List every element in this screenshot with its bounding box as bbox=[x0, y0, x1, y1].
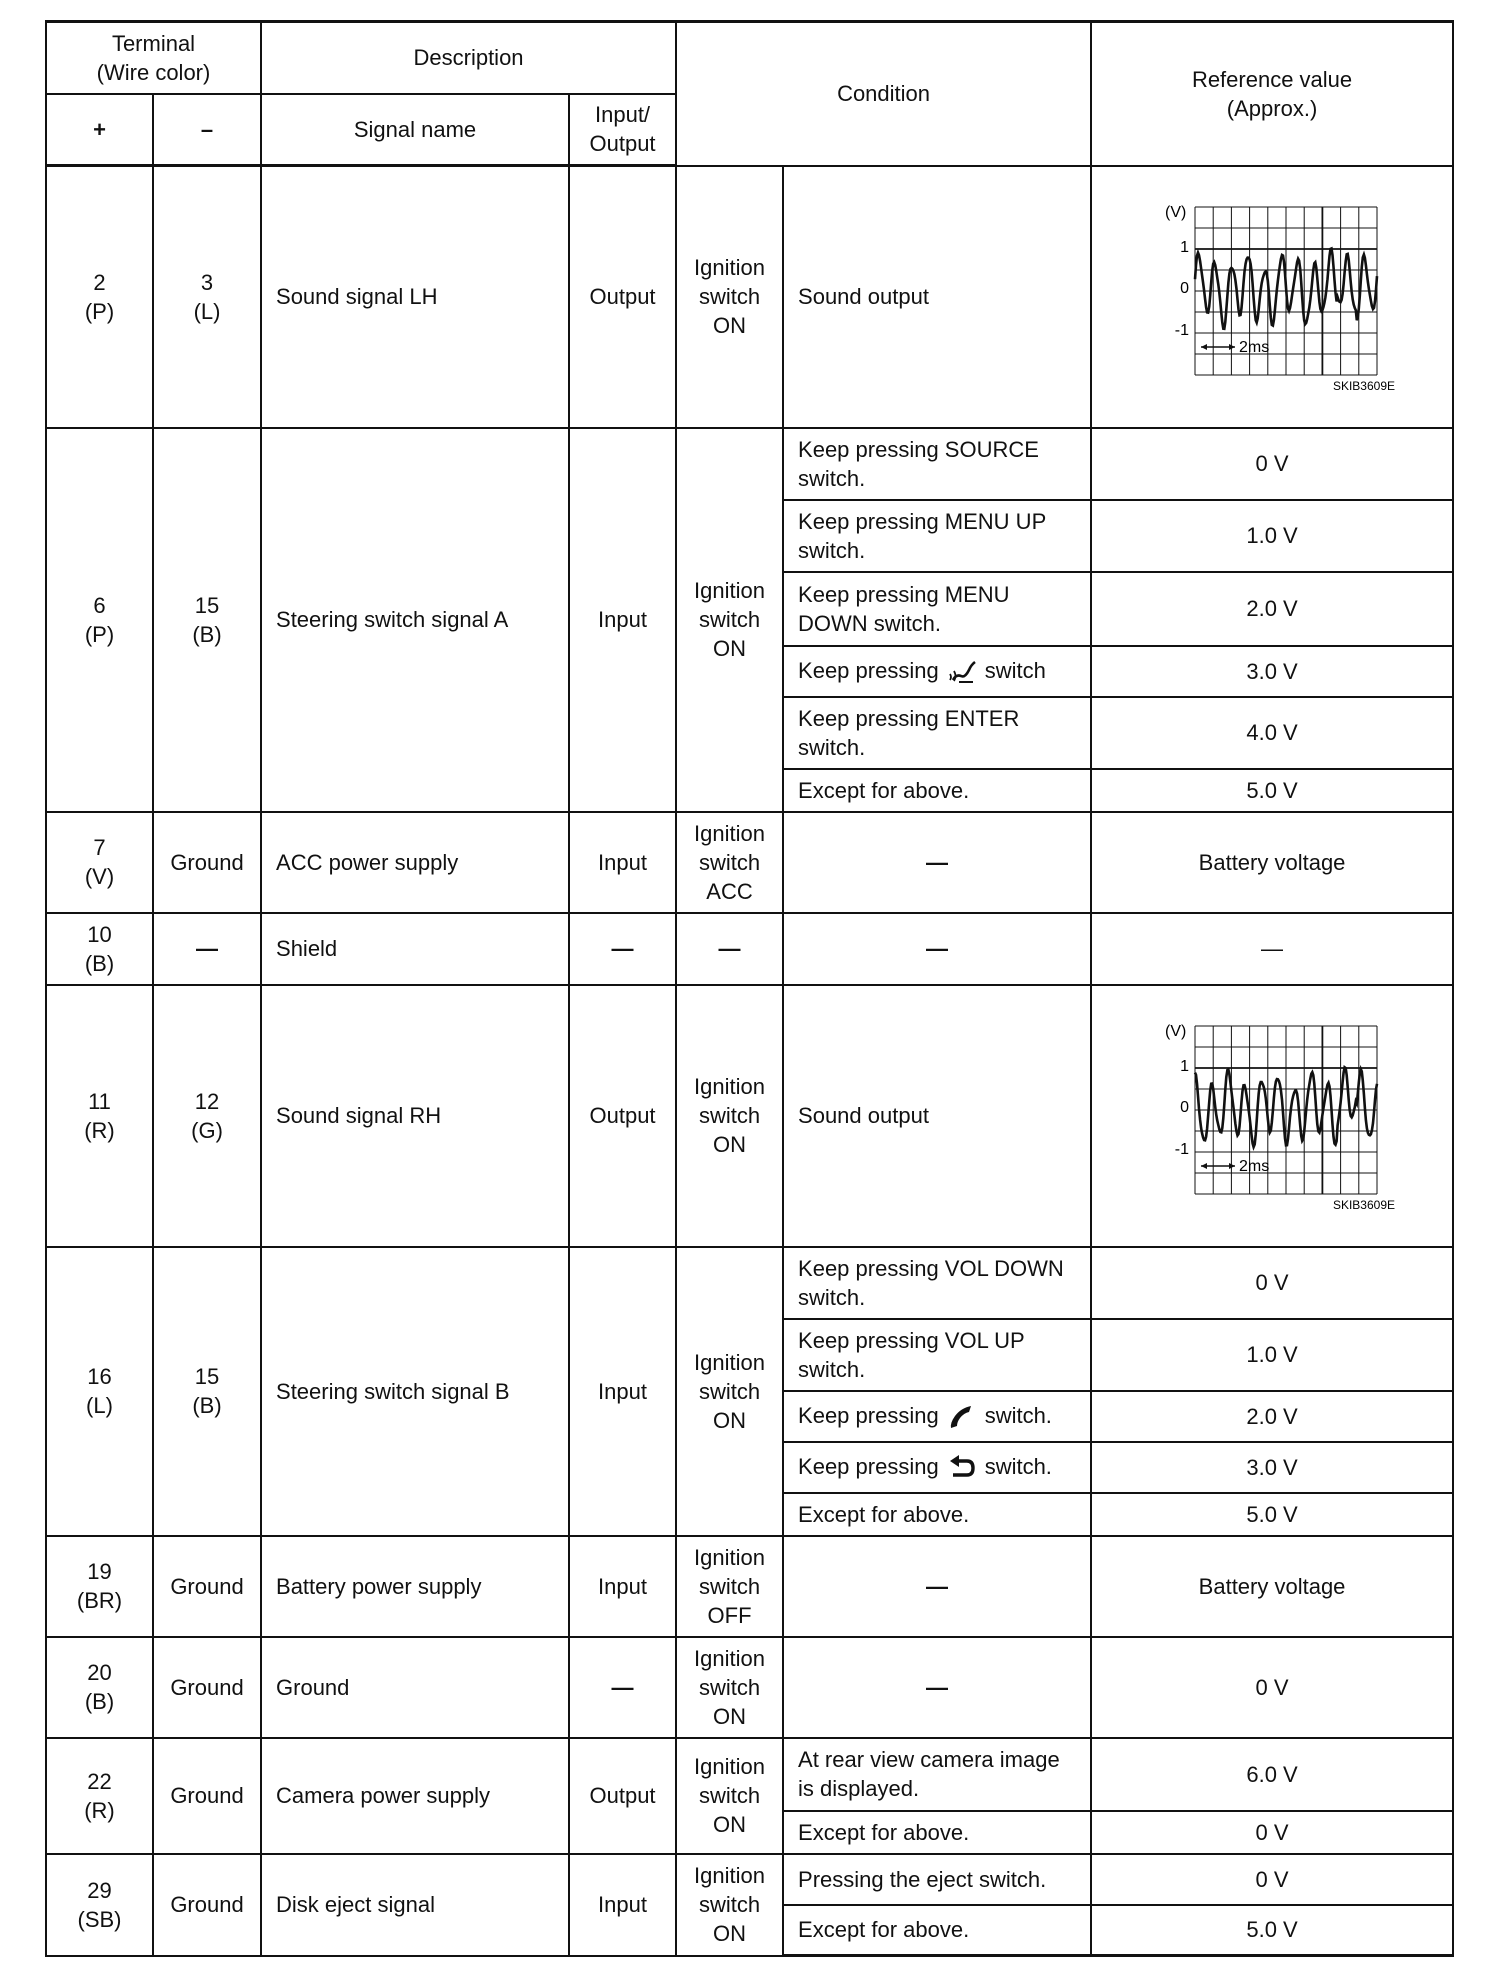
condition-cell bbox=[783, 1854, 1091, 1905]
table-row-battery-power bbox=[46, 1536, 1453, 1637]
signal-name bbox=[261, 166, 569, 428]
terminal-plus-text: 2 (P) bbox=[84, 269, 115, 324]
condition-text-end: switch. bbox=[984, 1453, 1052, 1479]
ignition-state-text: Ignition switch ON bbox=[694, 578, 765, 661]
ignition-state bbox=[676, 985, 783, 1247]
ignition-state-text: Ignition switch ON bbox=[694, 255, 765, 338]
signal-name bbox=[261, 1854, 569, 1956]
reference-value-cell bbox=[1091, 1738, 1453, 1811]
signal-name bbox=[261, 812, 569, 913]
header-minus: – bbox=[153, 94, 261, 166]
reference-value-cell bbox=[1091, 812, 1453, 913]
back-arrow-icon bbox=[947, 1454, 977, 1482]
condition-text: Except for above. bbox=[798, 1917, 970, 1943]
table-row-camera-power bbox=[46, 1738, 1453, 1811]
condition-text: Keep pressing VOL UP switch. bbox=[798, 1327, 1025, 1382]
condition-cell bbox=[783, 769, 1091, 812]
signal-name-text: Sound signal RH bbox=[276, 1103, 442, 1128]
condition-cell bbox=[783, 1391, 1091, 1442]
reference-value-cell bbox=[1091, 697, 1453, 769]
condition-text: At rear view camera image is displayed. bbox=[798, 1747, 1060, 1801]
ignition-state bbox=[676, 1536, 783, 1637]
condition-text: Except for above. bbox=[798, 1819, 970, 1845]
condition-cell bbox=[783, 1247, 1091, 1319]
svg-text:(V): (V) bbox=[1165, 1022, 1187, 1040]
condition-text: Sound output bbox=[798, 1103, 929, 1128]
signal-name bbox=[261, 985, 569, 1247]
table-row-steering-b bbox=[46, 1247, 1453, 1319]
condition-text: — bbox=[926, 1573, 949, 1599]
terminal-minus bbox=[153, 1536, 261, 1637]
condition-cell bbox=[783, 1905, 1091, 1956]
ignition-state bbox=[676, 1854, 783, 1956]
terminal-minus bbox=[153, 166, 261, 428]
input-output-text: Input bbox=[598, 849, 647, 875]
reference-value-cell bbox=[1091, 1319, 1453, 1391]
reference-value: 0 V bbox=[1255, 1270, 1289, 1295]
signal-name-text: Shield bbox=[276, 936, 338, 961]
terminal-plus-text: 20 (B) bbox=[84, 1660, 115, 1714]
table-row-shield bbox=[46, 913, 1453, 985]
input-output-text: Input bbox=[598, 607, 647, 632]
terminal-minus-text: 15 (B) bbox=[192, 1364, 222, 1418]
reference-value: 2.0 V bbox=[1246, 1403, 1298, 1429]
signal-name-text: Steering switch signal B bbox=[276, 1378, 510, 1404]
reference-value-cell bbox=[1091, 1391, 1453, 1442]
input-output-text: Input bbox=[598, 1573, 647, 1599]
terminal-minus-text: 3 (L) bbox=[193, 269, 221, 324]
ignition-state bbox=[676, 166, 783, 428]
terminal-plus bbox=[46, 166, 153, 428]
condition-text: Except for above. bbox=[798, 777, 970, 803]
signal-name-text: ACC power supply bbox=[276, 849, 459, 875]
condition-cell bbox=[783, 697, 1091, 769]
signal-name-text: Battery power supply bbox=[276, 1573, 482, 1599]
reference-value-cell bbox=[1091, 166, 1453, 428]
terminal-minus bbox=[153, 1637, 261, 1738]
header-reference-value: Reference value (Approx.) bbox=[1091, 22, 1453, 166]
reference-value-cell bbox=[1091, 1811, 1453, 1854]
reference-value: 1.0 V bbox=[1246, 523, 1298, 548]
terminal-plus-text: 10 (B) bbox=[84, 921, 115, 976]
phone-icon bbox=[947, 1403, 977, 1431]
condition-cell bbox=[783, 1536, 1091, 1637]
terminal-minus-text: — bbox=[196, 936, 218, 961]
reference-value-cell bbox=[1091, 769, 1453, 812]
table-row-disk-eject bbox=[46, 1854, 1453, 1905]
condition-text: — bbox=[926, 1674, 949, 1700]
terminal-plus-text: 22 (R) bbox=[84, 1768, 115, 1823]
terminal-plus-text: 29 (SB) bbox=[77, 1877, 122, 1932]
reference-value: 0 V bbox=[1255, 1819, 1289, 1845]
terminal-plus bbox=[46, 1854, 153, 1956]
ignition-state bbox=[676, 428, 783, 812]
ignition-state-text: Ignition switch ON bbox=[694, 1863, 765, 1946]
ignition-state-text: Ignition switch ON bbox=[694, 1645, 765, 1729]
input-output-text: Output bbox=[589, 1103, 656, 1128]
condition-text: Keep pressing MENU DOWN switch. bbox=[798, 581, 1010, 636]
input-output bbox=[569, 1738, 676, 1854]
svg-text:1: 1 bbox=[1180, 238, 1190, 256]
condition-cell bbox=[783, 428, 1091, 500]
terminal-minus bbox=[153, 812, 261, 913]
terminal-minus-text: Ground bbox=[170, 1573, 244, 1599]
ignition-state-text: Ignition switch ON bbox=[694, 1754, 765, 1837]
terminal-minus bbox=[153, 1854, 261, 1956]
input-output-text: Output bbox=[589, 1783, 656, 1808]
input-output-text: Input bbox=[598, 1892, 647, 1917]
terminal-minus-text: 12 (G) bbox=[191, 1088, 223, 1143]
condition-text: Keep pressing bbox=[798, 1402, 939, 1428]
reference-value-cell bbox=[1091, 1442, 1453, 1493]
reference-value: 0 V bbox=[1255, 1674, 1289, 1700]
terminal-minus-text: Ground bbox=[170, 1674, 244, 1700]
condition-text: Sound output bbox=[798, 284, 929, 309]
reference-value: 3.0 V bbox=[1246, 1454, 1298, 1480]
reference-value-cell bbox=[1091, 428, 1453, 500]
condition-text: — bbox=[926, 849, 949, 875]
svg-text:2ms: 2ms bbox=[1239, 1157, 1270, 1175]
reference-value-cell bbox=[1091, 1854, 1453, 1905]
input-output-text: — bbox=[611, 1674, 634, 1700]
table-row-acc-power bbox=[46, 812, 1453, 913]
reference-value: 5.0 V bbox=[1246, 1501, 1298, 1527]
terminal-minus bbox=[153, 1738, 261, 1854]
svg-text:SKIB3609E: SKIB3609E bbox=[1333, 378, 1396, 393]
terminal-plus bbox=[46, 812, 153, 913]
ignition-state-text: Ignition switch ON bbox=[694, 1349, 765, 1433]
reference-value: — bbox=[1261, 936, 1284, 961]
condition-cell bbox=[783, 1811, 1091, 1854]
reference-value: 0 V bbox=[1255, 1866, 1289, 1892]
svg-text:1: 1 bbox=[1180, 1057, 1190, 1075]
voice-recognition-icon bbox=[947, 658, 977, 686]
ignition-state bbox=[676, 812, 783, 913]
condition-text: Keep pressing bbox=[798, 1453, 939, 1479]
terminal-plus bbox=[46, 1247, 153, 1536]
terminal-plus-text: 6 (P) bbox=[84, 592, 115, 647]
reference-value: 4.0 V bbox=[1246, 720, 1298, 745]
terminal-minus-text: 15 (B) bbox=[192, 592, 222, 647]
ignition-state-text: — bbox=[718, 936, 741, 961]
svg-text:SKIB3609E: SKIB3609E bbox=[1333, 1197, 1396, 1212]
condition-text: Keep pressing SOURCE switch. bbox=[798, 436, 1039, 491]
reference-value: 2.0 V bbox=[1246, 596, 1298, 621]
reference-value-cell bbox=[1091, 985, 1453, 1247]
reference-value: 3.0 V bbox=[1246, 658, 1298, 684]
terminal-minus-text: Ground bbox=[170, 849, 244, 875]
terminal-plus bbox=[46, 1738, 153, 1854]
terminal-plus-text: 19 (BR) bbox=[76, 1559, 123, 1613]
signal-name-text: Steering switch signal A bbox=[276, 607, 509, 632]
svg-text:0: 0 bbox=[1180, 1098, 1190, 1116]
svg-text:-1: -1 bbox=[1174, 321, 1190, 339]
input-output bbox=[569, 812, 676, 913]
ignition-state-text: Ignition switch ACC bbox=[694, 820, 765, 904]
table-row-sound-rh bbox=[46, 985, 1453, 1247]
signal-name-text: Sound signal LH bbox=[276, 284, 438, 310]
condition-text: Keep pressing MENU UP switch. bbox=[798, 508, 1047, 563]
reference-value: 0 V bbox=[1255, 451, 1289, 476]
reference-value: 5.0 V bbox=[1246, 777, 1298, 803]
condition-text: Keep pressing VOL DOWN switch. bbox=[798, 1255, 1064, 1310]
header-condition: Condition bbox=[676, 22, 1091, 166]
ignition-state bbox=[676, 1738, 783, 1854]
header-signal-name: Signal name bbox=[261, 94, 569, 166]
reference-value-cell bbox=[1091, 913, 1453, 985]
signal-name bbox=[261, 1637, 569, 1738]
terminal-plus-text: 16 (L) bbox=[86, 1364, 113, 1418]
header-input-output: Input/ Output bbox=[569, 94, 676, 166]
table-row-steering-a bbox=[46, 428, 1453, 500]
reference-value: Battery voltage bbox=[1198, 1573, 1346, 1599]
input-output-text: Output bbox=[589, 284, 656, 310]
reference-value-cell bbox=[1091, 1493, 1453, 1536]
reference-value: Battery voltage bbox=[1198, 849, 1346, 875]
terminal-reference-table bbox=[45, 20, 1454, 1957]
input-output bbox=[569, 428, 676, 812]
reference-value-cell bbox=[1091, 500, 1453, 572]
reference-value: 5.0 V bbox=[1246, 1917, 1298, 1943]
ignition-state-text: Ignition switch ON bbox=[694, 1074, 765, 1157]
condition-text: Keep pressing bbox=[798, 657, 939, 683]
svg-text:2ms: 2ms bbox=[1239, 338, 1270, 356]
svg-text:-1: -1 bbox=[1174, 1140, 1190, 1158]
condition-cell bbox=[783, 646, 1091, 697]
terminal-plus-text: 11 (R) bbox=[84, 1088, 115, 1143]
terminal-plus-text: 7 (V) bbox=[84, 835, 115, 889]
terminal-minus bbox=[153, 913, 261, 985]
oscilloscope-waveform-icon bbox=[1137, 1016, 1407, 1216]
signal-name bbox=[261, 913, 569, 985]
input-output bbox=[569, 1536, 676, 1637]
ignition-state bbox=[676, 1247, 783, 1536]
header-plus: + bbox=[46, 94, 153, 166]
terminal-plus bbox=[46, 913, 153, 985]
terminal-plus bbox=[46, 985, 153, 1247]
header-description: Description bbox=[261, 22, 676, 94]
signal-name bbox=[261, 1247, 569, 1536]
condition-cell bbox=[783, 1442, 1091, 1493]
signal-name bbox=[261, 1536, 569, 1637]
reference-value-cell bbox=[1091, 1905, 1453, 1956]
terminal-plus bbox=[46, 1637, 153, 1738]
table-row-sound-lh bbox=[46, 166, 1453, 428]
reference-value: 1.0 V bbox=[1246, 1342, 1298, 1367]
input-output bbox=[569, 1637, 676, 1738]
terminal-minus bbox=[153, 428, 261, 812]
reference-value-cell bbox=[1091, 1536, 1453, 1637]
terminal-plus bbox=[46, 428, 153, 812]
input-output bbox=[569, 913, 676, 985]
condition-cell bbox=[783, 1738, 1091, 1811]
condition-cell bbox=[783, 1319, 1091, 1391]
reference-value: 6.0 V bbox=[1246, 1761, 1298, 1787]
condition-text: Except for above. bbox=[798, 1501, 970, 1527]
condition-cell bbox=[783, 812, 1091, 913]
table-row-ground bbox=[46, 1637, 1453, 1738]
ignition-state-text: Ignition switch OFF bbox=[694, 1544, 765, 1628]
input-output bbox=[569, 1247, 676, 1536]
ignition-state bbox=[676, 1637, 783, 1738]
condition-text-end: switch bbox=[984, 657, 1046, 683]
svg-text:(V): (V) bbox=[1165, 203, 1187, 221]
input-output-text: — bbox=[611, 936, 634, 961]
terminal-minus bbox=[153, 985, 261, 1247]
reference-value-cell bbox=[1091, 572, 1453, 646]
condition-cell bbox=[783, 166, 1091, 428]
condition-text-end: switch. bbox=[984, 1402, 1052, 1428]
condition-cell bbox=[783, 985, 1091, 1247]
terminal-minus-text: Ground bbox=[170, 1783, 244, 1808]
condition-cell bbox=[783, 913, 1091, 985]
condition-cell bbox=[783, 572, 1091, 646]
reference-value-cell bbox=[1091, 1247, 1453, 1319]
terminal-plus bbox=[46, 1536, 153, 1637]
condition-text: Keep pressing ENTER switch. bbox=[798, 705, 1020, 760]
input-output bbox=[569, 166, 676, 428]
terminal-minus-text: Ground bbox=[170, 1892, 244, 1917]
signal-name bbox=[261, 428, 569, 812]
signal-name-text: Camera power supply bbox=[276, 1783, 490, 1808]
condition-text: Pressing the eject switch. bbox=[798, 1866, 1047, 1892]
oscilloscope-waveform-icon bbox=[1137, 197, 1407, 397]
signal-name-text: Ground bbox=[276, 1674, 350, 1700]
signal-name bbox=[261, 1738, 569, 1854]
condition-cell bbox=[783, 1493, 1091, 1536]
svg-text:0: 0 bbox=[1180, 279, 1190, 297]
ignition-state bbox=[676, 913, 783, 985]
condition-cell bbox=[783, 1637, 1091, 1738]
condition-cell bbox=[783, 500, 1091, 572]
signal-name-text: Disk eject signal bbox=[276, 1892, 435, 1917]
condition-text: — bbox=[926, 936, 949, 961]
reference-value-cell bbox=[1091, 1637, 1453, 1738]
input-output-text: Input bbox=[598, 1378, 647, 1404]
input-output bbox=[569, 1854, 676, 1956]
terminal-minus bbox=[153, 1247, 261, 1536]
reference-value-cell bbox=[1091, 646, 1453, 697]
header-terminal: Terminal (Wire color) bbox=[46, 22, 261, 94]
input-output bbox=[569, 985, 676, 1247]
